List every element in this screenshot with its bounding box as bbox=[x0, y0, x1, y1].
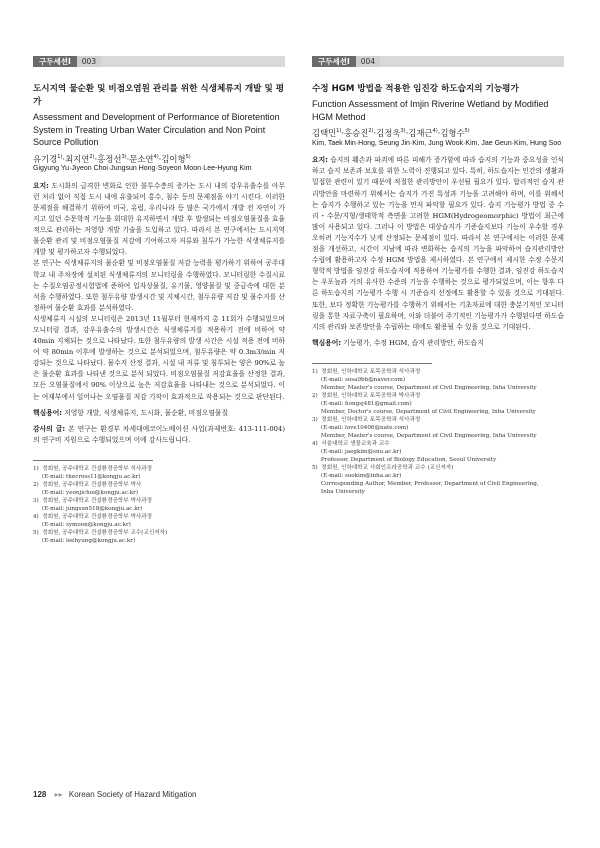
section-label: 구두세션Ⅰ bbox=[312, 56, 356, 67]
authors-korean: 유기경$^{1)}$·최지연$^{2)}$·홍정선$^{3)}$·문소연$^{4)}$·김이형$^{5)}$ bbox=[33, 153, 191, 164]
right-article bbox=[312, 56, 564, 496]
authors-korean: 김택민$^{1)}$·홍승진$^{2)}$·김정욱$^{3)}$·김재근$^{4)}$·김형수$^{5)}$ bbox=[312, 127, 470, 138]
abstract-label: 요지: bbox=[33, 181, 49, 190]
section-bar bbox=[101, 56, 285, 67]
footnote: 3) 정회원, 공주대학교 건설환경공학부 박사과정 (E-mail: jungsun518@kongju.ac.kr) bbox=[33, 497, 153, 512]
footnote: 1) 정회원, 공주대학교 건설환경공학부 석사과정 (E-mail: thecross11@kongju.ac.kr) bbox=[33, 465, 153, 480]
left-article bbox=[33, 56, 285, 545]
abstract-body bbox=[33, 181, 285, 446]
authors-english: Gigyung Yu·Jiyeon Choi·Jungsun Hong·Soyeon Moon·Lee-Hyung Kim bbox=[33, 165, 252, 173]
abstract-paragraph: 요지: 습지의 훼손과 파괴에 따른 피해가 증가함에 따라 습지의 기능과 중요성을 인식하고 습지 보존과 보호를 위한 노력이 진행되고 있다. 특히, 하도습지는 인간의 생활과 밀접한 관련이 있기 때문에 적절한 관리방안이 우선될 필요가 있다. 합리적인 습지 관리방안을 마련하기 위해서는 습지가 가진 특성과 기능을 고려해야 하며, 이를 위해서는 습지가 수행하고 있는 기능을 먼저 파악할 필요가 있다. 습지 기능평가 방법 중 수리・수문/지형/생태학적 측면을 고려한 HGM(Hydrogeomorphic) 방법이 최근에 많이 사용되고 있다. 그러나 이 방법은 대상습지가 기준습지보다 기능이 우수할 경우 오히려 기능지수가 낮게 산정되는 문제점이 있다. 따라서 본 연구에서는 이러한 문제점을 개선하고, 시간이 지남에 따라 변화하는 습지의 기능을 파악하여 습지관리방안 수립에 활용하고자 수정 HGM 방법을 제시하였다. 본 연구에서 제시한 수정 수문지형학적 방법을 임진강 하도습지에 적용하여 기능평가를 수행한 결과, 임진강 하도습지는 우포늪과 거의 유사한 수준의 기능을 수행하는 것으로 평가되었으며, 이는 향후 다른 하도습지의 기능평가 수행 시 기준습지 선정에도 활용할 수 있을 것으로 기대된다. 또한, 보다 정확한 기능평가를 수행하기 위해서는 기초자료에 대한 충분기적인 모니터링을 통한 자료구축이 필요하며, 이와 더불어 주기적인 기능평가가 수행된다면 하도습지의 관리와 보존방안을 수립하는 데에도 활용될 수 있을 것으로 기대된다. bbox=[312, 156, 564, 331]
body-paragraph: 본 연구는 식생체류지의 물순환 및 비점오염물질 저감 능력을 평가하기 위하여 공주대학교 내 주차장에 설치된 식생체류지의 모니터링을 수행하였다. 모니터링한 수질시료는 수질오염공정시험법에 준하여 입자상물질, 유기물, 영양물질 및 중금속에 대한 분석을 수행하였다. 또한 첨두유량 발생시간 및 지체시간, 첨두유량 저감 및 물수지를 산정하여 물순환 효과를 분석하였다. bbox=[33, 259, 285, 312]
title-english: Function Assessment of Imjin Riverine Wetland by Modified HGM Method bbox=[312, 99, 549, 122]
footnote: 2) 정회원, 공주대학교 건설환경공학부 박사 (E-mail: yeonjichoi@kongju.ac.kr) bbox=[33, 481, 142, 496]
footnote: 3) 정회원, 인하대학교 토목공학과 석사과정 (E-mail: love10406@nate.com) Member, Master's course, Department of Civil Engineering, Inha University bbox=[312, 416, 537, 439]
arrow-icon: ▸▸ bbox=[54, 790, 63, 799]
abstract-label: 요지: bbox=[312, 156, 328, 165]
section-label: 구두세션Ⅰ bbox=[33, 56, 77, 67]
footnote-rule bbox=[33, 460, 153, 461]
section-header bbox=[33, 56, 285, 67]
society-name: Korean Society of Hazard Mitigation bbox=[68, 790, 197, 799]
footnotes bbox=[312, 368, 564, 496]
section-bar bbox=[380, 56, 564, 67]
body-paragraph: 식생체류지 시설의 모니터링은 2013년 11월부터 현재까지 총 11회가 수행되었으며 모니터링 결과, 강우유출수의 발생시간은 식생체류지를 적용하기 전에 비하여 약 40min 지체되는 것으로 나타났다. 또한 첨두유량의 발생 시간은 시설 적용 전에 비하여 약 80min 이후에 발생하는 것으로 분석되었으며, 첨두유량은 약 0.3m3/min 저감되는 것으로 나타났다. 물수지 산정 결과, 시설 내 저류 및 침투되는 양은 90%로 높은 물순환 효과를 나타낸 것으로 분석 되었다. 비점오염물질 저감효율을 산정한 결과, 모든 오염물질에서 90% 이상으로 높은 저감효율을 나타내는 것으로 분석되었다. 이는 여재부에서 일어나는 오염물질 저감 기작이 효과적으로 작용되는 것으로 판단된다. bbox=[33, 314, 285, 401]
keywords: 핵심용어: 저영향 개발, 식생체류지, 도시화, 물순환, 비점오염물질 bbox=[33, 408, 229, 417]
footnote: 1) 정회원, 인하대학교 토목공학과 석사과정 (E-mail: sosa9bb@naver.com) Member, Master's course, Department of Civil Engineering, Inha University bbox=[312, 368, 537, 391]
section-number: 004 bbox=[356, 56, 380, 67]
page-number: 128 bbox=[33, 790, 47, 799]
footnote: 4) 정회원, 공주대학교 건설환경공학부 박사과정 (E-mail: symoon@kongju.ac.kr) bbox=[33, 513, 153, 528]
section-header bbox=[312, 56, 564, 67]
acknowledgement: 감사의 글: 본 연구는 환경부 차세대에코이노베이션 사업(과제번호: 413-111-004)의 연구비 지원으로 수행되었으며 이에 감사드립니다. bbox=[33, 424, 285, 444]
authors-english: Kim, Taek Min·Hong, Seung Jin·Kim, Jung Wook·Kim, Jae Geun·Kim, Hung Soo bbox=[312, 139, 562, 147]
section-number: 003 bbox=[77, 56, 101, 67]
title-korean: 도시지역 물순환 및 비점오염원 관리를 위한 식생체류지 개발 및 평가 bbox=[33, 84, 285, 107]
abstract-body bbox=[312, 155, 564, 349]
title-korean: 수정 HGM 방법을 적용한 임진강 하도습지의 기능평가 bbox=[312, 84, 519, 94]
footnote: 2) 정회원, 인하대학교 토목공학과 박사과정 (E-mail: hongsj481@gmail.com) Member, Doctor's course, Department of Civil Engineering, Inha University bbox=[312, 392, 536, 415]
footnote: 4) 서울대학교 생물교육과 교수 (E-mail: jaegkim@snu.ac.kr) Professor, Department of Biology Education, Seoul University bbox=[312, 440, 497, 463]
title-english: Assessment and Development of Performance of Bioretention System in Treating Urban Water Circulation and Non Point Source Pollution bbox=[33, 112, 280, 147]
footnote: 5) 정회원, 공주대학교 건설환경공학부 교수(교신저자) (E-mail: leehyung@kongju.ac.kr) bbox=[33, 529, 168, 544]
page-footer bbox=[33, 790, 196, 799]
footnote-rule bbox=[312, 363, 432, 364]
abstract-paragraph: 요지: 도시화의 급격한 변화로 인한 불투수층의 증가는 도시 내의 강우유출수를 아무런 처리 없이 직접 도시 내에 유출되어 홍수, 침수 등의 문제점을 야기 시킨다. 이러한 문제점을 해결하기 위하여 미국, 유럽, 우리나라 등 많은 국가에서 개발 전 자연이 가지고 있던 수문학적 기능을 회대한 유지하면서 개발 후 발생되는 비점오염물질을 효율적으로 관리하는 저영향 개발 기술을 도입하고 있다. 따라서 본 연구에서는 도시지역 물순환 관리 및 비점오염물질 저감에 기여하고자 저류와 침투가 가능한 식생체류지를 개발 및 평가하고자 수행되었다. bbox=[33, 181, 285, 257]
footnote: 5) 정회원, 인하대학교 사회인프라공학과 교수 (교신저자) (E-mail: sookim@inha.ac.kr) Corresponding Author, Member, Professor, Department of Civil Engineering, Inha University bbox=[312, 464, 539, 495]
footnotes bbox=[33, 465, 285, 545]
keywords: 핵심용어: 기능평가, 수정 HGM, 습지 관리방안, 하도습지 bbox=[312, 338, 484, 347]
